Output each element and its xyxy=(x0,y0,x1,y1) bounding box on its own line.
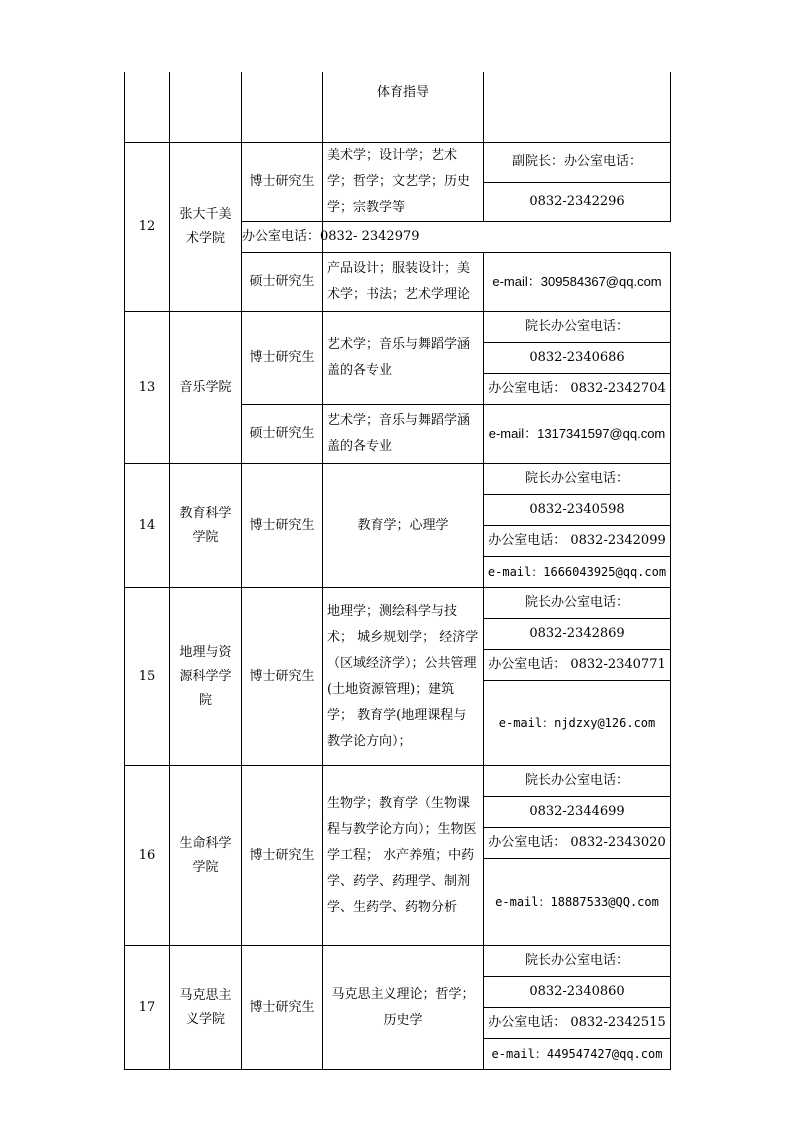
contact-line: 院长办公室电话： xyxy=(484,946,671,977)
college-name: 张大千美术学院 xyxy=(170,143,242,312)
contact-line: 院长办公室电话： xyxy=(484,588,671,619)
contact-line: 副院长：办公室电话： xyxy=(484,143,671,183)
contact-line: 办公室电话： 0832-2342099 xyxy=(484,526,671,557)
college-name: 地理与资源科学学院 xyxy=(170,588,242,766)
row-number: 13 xyxy=(125,312,170,464)
major-list: 艺术学；音乐与舞蹈学涵盖的各专业 xyxy=(323,312,484,405)
degree-level: 博士研究生 xyxy=(242,312,323,405)
major-list: 地理学；测绘科学与技术； 城乡规划学； 经济学（区域经济学）；公共管理(土地资源管理)；建筑学； 教育学(地理课程与教学论方向）； xyxy=(323,588,484,766)
major-list: 艺术学；音乐与舞蹈学涵盖的各专业 xyxy=(323,405,484,464)
contact-line: 0832-2342296 xyxy=(484,182,671,222)
index-cell xyxy=(125,72,170,143)
contact-line: 院长办公室电话： xyxy=(484,464,671,495)
degree-level: 博士研究生 xyxy=(242,143,323,222)
email-line: e-mail：1666043925@qq.com xyxy=(484,557,671,588)
email-line: e-mail：309584367@qq.com xyxy=(484,253,671,312)
contact-line: 0832-2340686 xyxy=(484,343,671,374)
recruitment-table xyxy=(124,72,671,1070)
college-name: 教育科学学院 xyxy=(170,464,242,588)
contact-line: 院长办公室电话： xyxy=(484,766,671,797)
contact-line: 办公室电话：0832- 2342979 xyxy=(242,222,323,253)
row-number: 12 xyxy=(125,143,170,312)
contact-line: 办公室电话： 0832-2342704 xyxy=(484,374,671,405)
degree-level: 硕士研究生 xyxy=(242,253,323,312)
degree-level: 博士研究生 xyxy=(242,766,323,946)
contact-line: 办公室电话： 0832-2342515 xyxy=(484,1008,671,1039)
college-name: 生命科学学院 xyxy=(170,766,242,946)
contact-line: 0832-2340860 xyxy=(484,977,671,1008)
contact-line: 院长办公室电话： xyxy=(484,312,671,343)
major-list: 美术学；设计学；艺术学；哲学；文艺学；历史学；宗教学等 xyxy=(323,143,484,222)
degree-level: 博士研究生 xyxy=(242,464,323,588)
degree-level: 博士研究生 xyxy=(242,588,323,766)
table-row xyxy=(125,143,671,183)
email-line: e-mail：njdzxy@126.com xyxy=(484,681,671,766)
degree-level: 硕士研究生 xyxy=(242,405,323,464)
major-list: 生物学；教育学（生物课程与教学论方向）；生物医学工程； 水产养殖；中药学、药学、药理学、制剂学、生药学、药物分析 xyxy=(323,766,484,946)
level-cell xyxy=(242,72,323,143)
table-row xyxy=(125,72,671,143)
contact-line: 办公室电话： 0832-2343020 xyxy=(484,828,671,859)
major-list: 教育学；心理学 xyxy=(323,464,484,588)
contact-line: 0832-2344699 xyxy=(484,797,671,828)
row-number: 16 xyxy=(125,766,170,946)
row-number: 14 xyxy=(125,464,170,588)
college-name: 马克思主义学院 xyxy=(170,946,242,1070)
contact-line: 0832-2340598 xyxy=(484,495,671,526)
contact-line: 0832-2342869 xyxy=(484,619,671,650)
contact-line: 办公室电话： 0832-2340771 xyxy=(484,650,671,681)
email-line: e-mail：449547427@qq.com xyxy=(484,1039,671,1070)
row-number: 15 xyxy=(125,588,170,766)
major-cell: 体育指导 xyxy=(323,72,484,143)
contact-cell xyxy=(484,72,671,143)
major-list: 马克思主义理论；哲学；历史学 xyxy=(323,946,484,1070)
major-list: 产品设计；服装设计；美术学；书法；艺术学理论 xyxy=(323,253,484,312)
college-name: 音乐学院 xyxy=(170,312,242,464)
email-line: e-mail：1317341597@qq.com xyxy=(484,405,671,464)
college-cell xyxy=(170,72,242,143)
degree-level: 博士研究生 xyxy=(242,946,323,1070)
email-line: e-mail：18887533@QQ.com xyxy=(484,859,671,946)
row-number: 17 xyxy=(125,946,170,1070)
